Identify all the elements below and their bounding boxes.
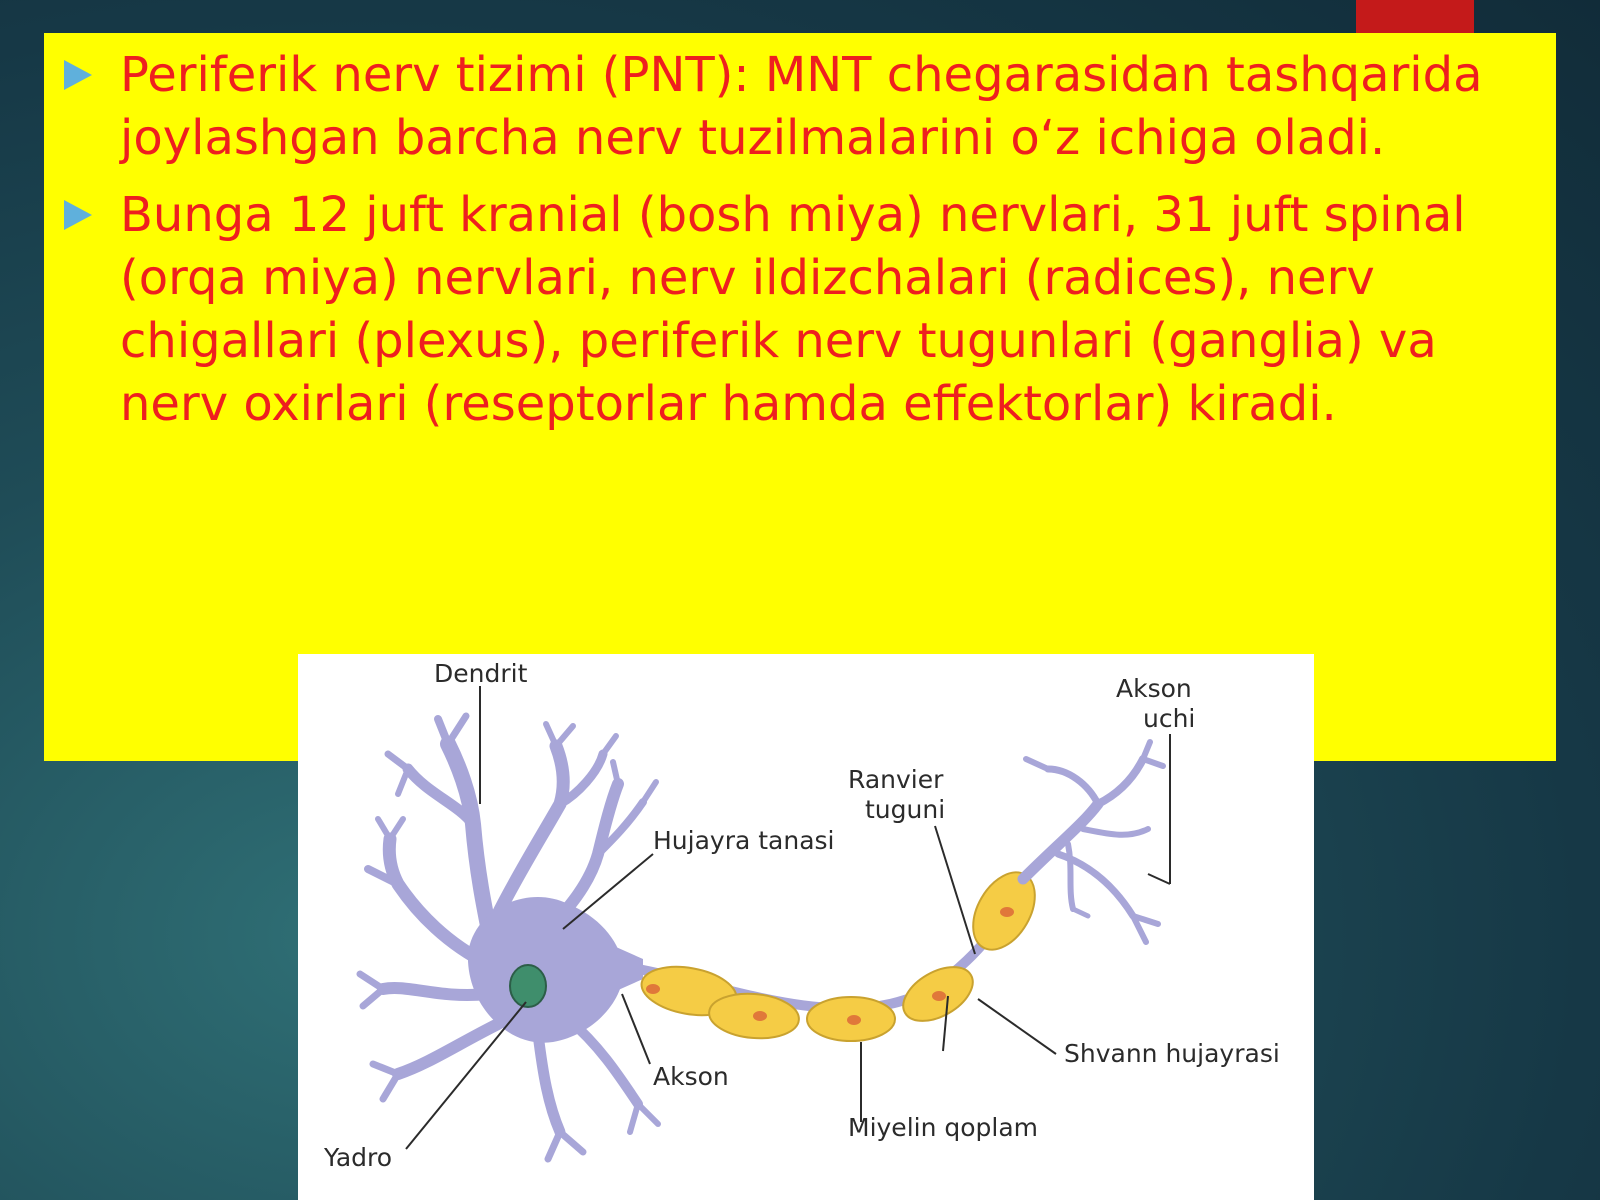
nucleus (510, 965, 546, 1007)
label-shvann-hujayrasi: Shvann hujayrasi (1064, 1039, 1280, 1068)
neuron-diagram (298, 654, 1314, 1200)
label-hujayra-tanasi: Hujayra tanasi (653, 826, 835, 855)
bullet-item (60, 44, 1550, 170)
label-ranvier-line1: Ranvier (848, 765, 944, 794)
label-ranvier-line2: tuguni (865, 795, 946, 824)
label-dendrit: Dendrit (434, 659, 528, 688)
neuron-svg (298, 654, 1314, 1200)
myelin-sheath (638, 862, 1048, 1042)
bullet-arrow-icon (64, 200, 92, 230)
label-yadro: Yadro (324, 1143, 393, 1172)
bullet-list (60, 44, 1550, 450)
label-akson: Akson (653, 1062, 729, 1091)
bullet-text: Bunga 12 juft kranial (bosh miya) nervlari, 31 juft spinal (orqa miya) nervlari, nerv ildizchalari (radices), nerv chigallari (plexus), periferik nerv tugunlari (ganglia) va nerv oxirlari (reseptorlar hamda effektorlar) kiradi. (120, 187, 1466, 432)
red-accent-bar (1356, 0, 1474, 34)
axon-terminal (1023, 742, 1163, 942)
bullet-item (60, 184, 1550, 436)
label-miyelin-qoplam: Miyelin qoplam (848, 1113, 1039, 1142)
label-akson-uchi-line2: uchi (1143, 704, 1196, 733)
bullet-text: Periferik nerv tizimi (PNT): MNT chegarasidan tashqarida joylashgan barcha nerv tuzilmalarini o‘z ichiga oladi. (120, 47, 1483, 166)
label-akson-uchi-line1: Akson (1116, 674, 1192, 703)
bullet-arrow-icon (64, 60, 92, 90)
